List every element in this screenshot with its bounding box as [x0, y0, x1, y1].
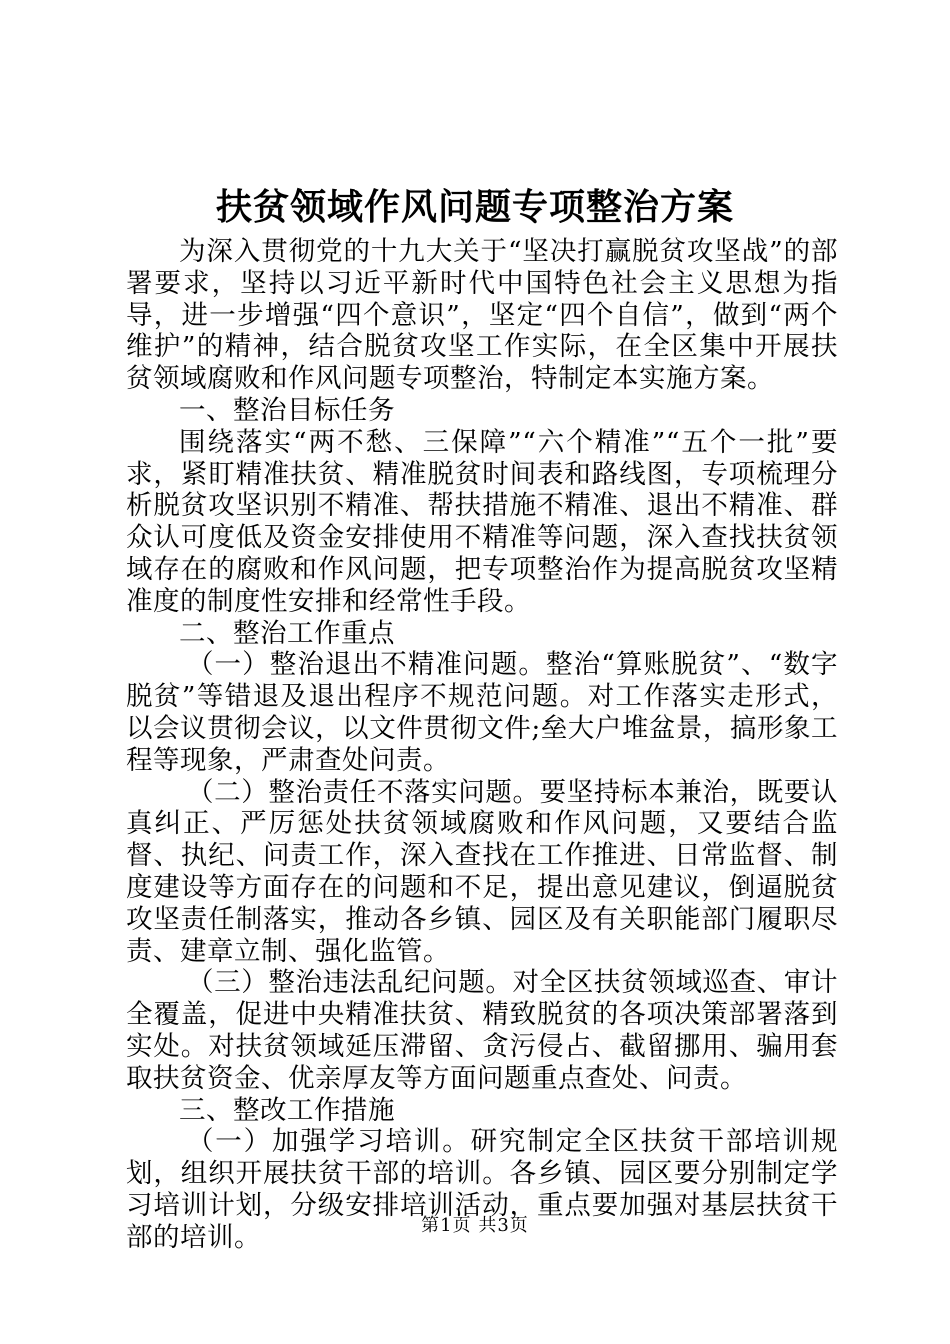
- document-title: 扶贫领域作风问题专项整治方案: [215, 187, 734, 228]
- body-paragraph: 围绕落实“两不愁、三保障”“六个精准”“五个一批”要求，紧盯精准扶贫、精准脱贫时间表和路线图，专项梳理分析脱贫攻坚识别不精准、帮扶措施不精准、退出不精准、群众认可度低及资金安排使用不精准等问题，深入查找扶贫领域存在的腐败和作风问题，把专项整治作为提高脱贫攻坚精准度的制度性安排和经常性手段。: [126, 426, 838, 617]
- document-body: [126, 236, 838, 1254]
- body-paragraph: （二）整治责任不落实问题。要坚持标本兼治，既要认真纠正、严厉惩处扶贫领域腐败和作风问题，又要结合监督、执纪、问责工作，深入查找在工作推进、日常监督、制度建设等方面存在的问题和不足，提出意见建议，倒逼脱贫攻坚责任制落实，推动各乡镇、园区及有关职能部门履职尽责、建章立制、强化监管。: [126, 776, 838, 967]
- page-number: 第1页 共3页: [421, 1215, 529, 1236]
- section-heading-1: 一、整治目标任务: [179, 394, 395, 426]
- body-paragraph: （三）整治违法乱纪问题。对全区扶贫领域巡查、审计全覆盖，促进中央精准扶贫、精致脱贫的各项决策部署落到实处。对扶贫领域延压滞留、贪污侵占、截留挪用、骗用套取扶贫资金、优亲厚友等方面问题重点查处、问责。: [126, 967, 838, 1094]
- section-heading-3: 三、整改工作措施: [179, 1094, 395, 1126]
- section-heading-2: 二、整治工作重点: [179, 617, 395, 649]
- body-paragraph: （一）整治退出不精准问题。整治“算账脱贫”、“数字脱贫”等错退及退出程序不规范问题。对工作落实走形式，以会议贯彻会议，以文件贯彻文件;垒大户堆盆景，搞形象工程等现象，严肃查处问责。: [126, 649, 838, 776]
- body-paragraph: （一）加强学习培训。研究制定全区扶贫干部培训规划，组织开展扶贫干部的培训。各乡镇、园区要分别制定学习培训计划，分级安排培训活动，重点要加强对基层扶贫干部的培训。: [126, 1126, 838, 1253]
- intro-paragraph: 为深入贯彻党的十九大关于“坚决打赢脱贫攻坚战”的部署要求，坚持以习近平新时代中国特色社会主义思想为指导，进一步增强“四个意识”，坚定“四个自信”，做到“两个维护”的精神，结合脱贫攻坚工作实际，在全区集中开展扶贫领域腐败和作风问题专项整治，特制定本实施方案。: [126, 236, 838, 395]
